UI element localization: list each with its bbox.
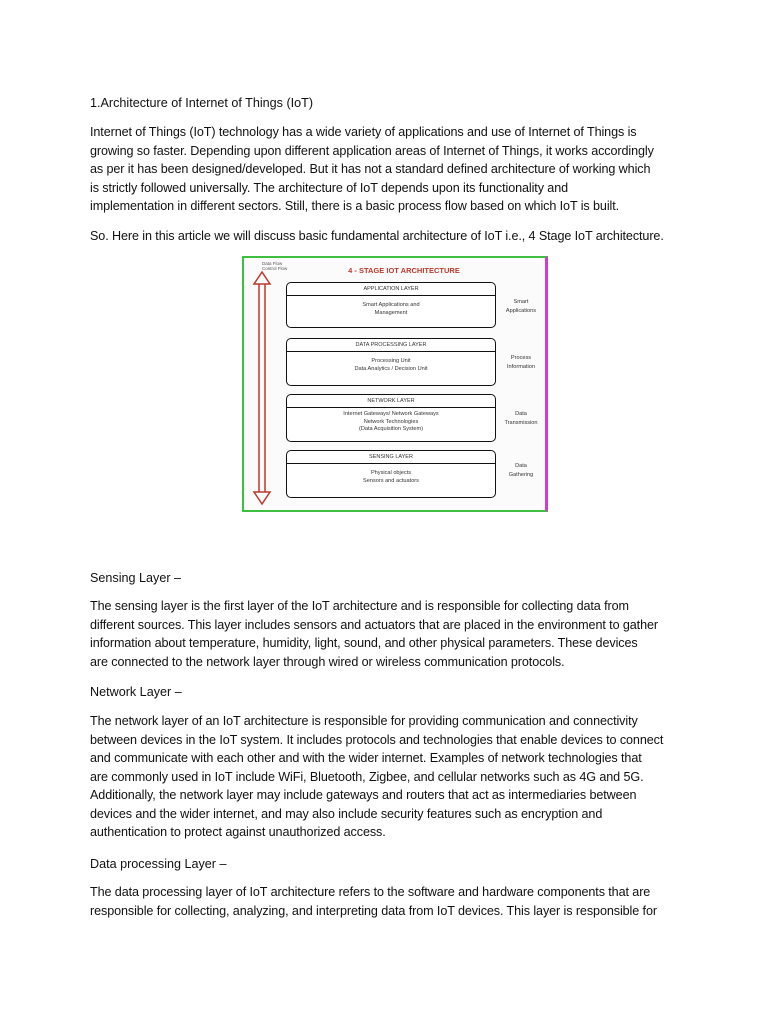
paragraph-line: information about temperature, humidity, light, sound, and other physical parameters. These devices bbox=[90, 636, 638, 650]
layer-body: Internet Gateways/ Network Gateways Network Technologies (Data Acquisition System) bbox=[343, 411, 439, 432]
paragraph-line: devices and the wider internet, and may also include security features such as encryption and bbox=[90, 806, 603, 821]
layer-heading: APPLICATION LAYER bbox=[287, 283, 495, 296]
data-processing-layer-box bbox=[286, 338, 496, 386]
side-label-processing: Process Information bbox=[507, 355, 535, 370]
sensing-heading: Sensing Layer – bbox=[90, 571, 182, 585]
paragraph-line: and communicate with each other and with the wider internet. Examples of network technologies that bbox=[90, 751, 642, 765]
paragraph-line: authentication to protect against unauthorized access. bbox=[90, 825, 386, 839]
layer-body: Smart Applications and Management bbox=[362, 302, 420, 316]
diagram-title: 4 - STAGE IOT ARCHITECTURE bbox=[348, 266, 460, 275]
intro-line: is strictly followed universally. The architecture of IoT depends upon its functionality and bbox=[90, 180, 569, 195]
document-title: 1.Architecture of Internet of Things (IoT) bbox=[90, 96, 314, 110]
sensing-layer-box bbox=[286, 450, 496, 498]
layer-body: Physical objects Sensors and actuators bbox=[363, 470, 419, 484]
paragraph-line: The network layer of an IoT architecture is responsible for providing communication and connectivity bbox=[90, 714, 638, 728]
paragraph-line: between devices in the IoT system. It includes protocols and technologies that enable devices to connect bbox=[90, 732, 664, 747]
intro-summary: So. Here in this article we will discuss basic fundamental architecture of IoT i.e., 4 Stage IoT architecture. bbox=[90, 229, 664, 243]
intro-line: implementation in different sectors. Still, there is a basic process flow based on which IoT is built. bbox=[90, 199, 620, 213]
layer-body: Processing Unit Data Analytics / Decision Unit bbox=[354, 358, 428, 372]
intro-line: as per it has been designed/developed. But it has not a standard defined architecture of working which bbox=[90, 162, 651, 176]
sensing-paragraph bbox=[90, 597, 690, 671]
network-heading: Network Layer – bbox=[90, 685, 182, 699]
processing-heading: Data processing Layer – bbox=[90, 857, 227, 871]
layer-heading: SENSING LAYER bbox=[287, 451, 495, 464]
paragraph-line: different sources. This layer includes sensors and actuators that are placed in the environment to gather bbox=[90, 617, 658, 632]
processing-paragraph bbox=[90, 883, 690, 920]
arrow-label: Data Flow Control Flow bbox=[262, 261, 288, 271]
intro-paragraph bbox=[90, 123, 690, 216]
paragraph-line: responsible for collecting, analyzing, and interpreting data from IoT devices. This layer is responsible for bbox=[90, 903, 657, 918]
layer-heading: DATA PROCESSING LAYER bbox=[287, 339, 495, 352]
intro-line: Internet of Things (IoT) technology has a wide variety of applications and use of Internet of Things is bbox=[90, 125, 637, 139]
iot-architecture-diagram bbox=[242, 256, 548, 512]
intro-line: growing so faster. Depending upon different application areas of Internet of Things, it works accordingly bbox=[90, 143, 654, 158]
bidirectional-arrow-icon bbox=[252, 270, 272, 506]
network-paragraph bbox=[90, 712, 690, 842]
application-layer-box bbox=[286, 282, 496, 328]
paragraph-line: The data processing layer of IoT architecture refers to the software and hardware components that are bbox=[90, 885, 651, 899]
side-label-sensing: Data Gathering bbox=[508, 463, 534, 478]
paragraph-line: Additionally, the network layer may include gateways and routers that act as intermediaries between bbox=[90, 788, 637, 802]
paragraph-line: The sensing layer is the first layer of the IoT architecture and is responsible for collecting data from bbox=[90, 599, 629, 613]
paragraph-line: are commonly used in IoT include WiFi, Bluetooth, Zigbee, and cellular networks such as 4G and 5G. bbox=[90, 769, 644, 784]
network-layer-box bbox=[286, 394, 496, 442]
paragraph-line: are connected to the network layer through wired or wireless communication protocols. bbox=[90, 654, 565, 669]
layer-heading: NETWORK LAYER bbox=[287, 395, 495, 408]
side-label-network: Data Transmission bbox=[504, 411, 538, 426]
side-label-application: Smart Applications bbox=[505, 299, 537, 314]
